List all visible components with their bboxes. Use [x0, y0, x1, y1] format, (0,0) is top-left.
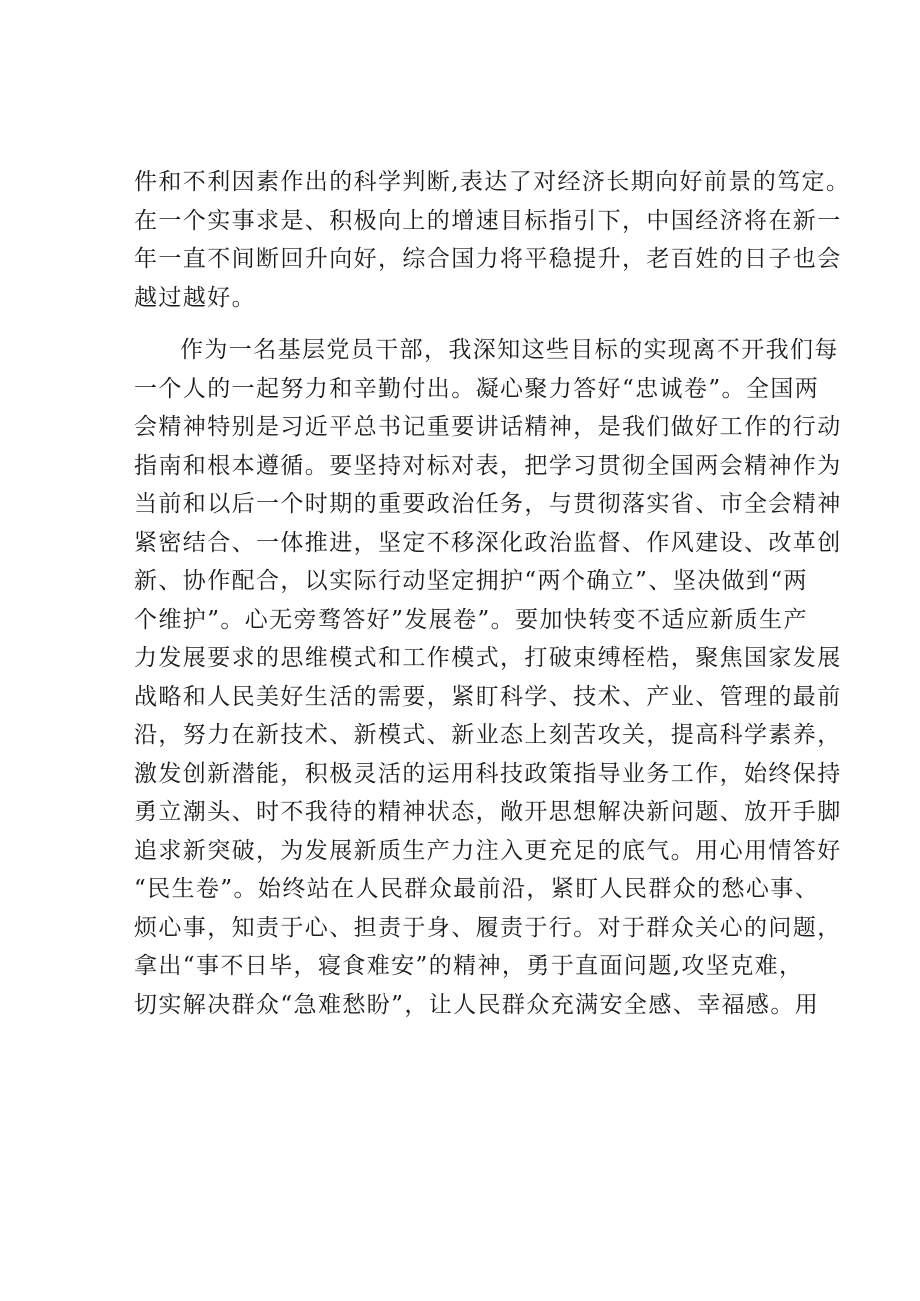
paragraph-1: [134, 163, 851, 317]
paragraph-2-line-1: 作为一名基层党员干部，我深知这些目标的实现离不开我们每: [180, 337, 839, 363]
paragraph-2-line-3: 会精神特别是习近平总书记重要讲话精神，是我们做好工作的行动: [134, 414, 842, 440]
paragraph-2-line-12: 激发创新潜能，积极灵活的运用科技政策指导业务工作，始终保持: [134, 760, 842, 787]
paragraph-2-line-9: 力发展要求的思维模式和工作模式，打破束缚桎梏，聚焦国家发展: [134, 645, 842, 671]
paragraph-2-line-11: 沿，努力在新技术、新模式、新业态上刻苦攻关，提高科学素养，: [134, 722, 842, 748]
paragraph-2-line-16: 烦心事，知责于心、担责于身、履责于行。对于群众关心的问题，: [134, 914, 842, 941]
paragraph-2-line-14: 追求新突破，为发展新质生产力注入更充足的底气。用心用情答好: [134, 837, 842, 864]
paragraph-2-line-2: 一个人的一起努力和辛勤付出。凝心聚力答好“忠诚卷”。全国两: [134, 375, 820, 402]
paragraph-2-line-4: 指南和根本遵循。要坚持对标对表，把学习贯彻全国两会精神作为: [134, 452, 842, 479]
paragraph-1-line-2: 在一个实事求是、积极向上的增速目标指引下，中国经济将在新一: [134, 207, 842, 234]
paragraph-2-line-7: 新、协作配合，以实际行动坚定拥护“两个确立”、坚决做到“两: [134, 568, 808, 594]
document-body: [134, 163, 851, 1024]
paragraph-gap: [134, 317, 799, 331]
paragraph-1-line-1: 件和不利因素作出的科学判断,表达了对经济长期向好前景的笃定。: [134, 169, 851, 195]
paragraph-2-line-13: 勇立潮头、时不我待的精神状态，敞开思想解决新问题、放开手脚: [134, 799, 842, 825]
paragraph-2-line-5: 当前和以后一个时期的重要政治任务，与贯彻落实省、市全会精神: [134, 491, 842, 517]
paragraph-2: [134, 331, 842, 1024]
paragraph-1-line-4: 越过越好。: [134, 284, 256, 311]
paragraph-2-line-10: 战略和人民美好生活的需要，紧盯科学、技术、产业、管理的最前: [134, 683, 842, 710]
paragraph-2-line-15: “民生卷”。始终站在人民群众最前沿，紧盯人民群众的愁心事、: [134, 876, 820, 902]
paragraph-2-line-8: 个维护”。心无旁骛答好”发展卷”。要加快转变不适应新质生产: [134, 606, 808, 633]
paragraph-2-line-17: 拿出“事不日毕，寝食难安”的精神，勇于直面问题,攻坚克难，: [134, 953, 804, 979]
paragraph-2-line-6: 紧密结合、一体推进，坚定不移深化政治监督、作风建设、改革创: [134, 529, 842, 556]
paragraph-1-line-3: 年一直不间断回升向好，综合国力将平稳提升，老百姓的日子也会: [134, 246, 842, 272]
paragraph-2-line-18: 切实解决群众“急难愁盼”，让人民群众充满安全感、幸福感。用: [134, 991, 820, 1018]
